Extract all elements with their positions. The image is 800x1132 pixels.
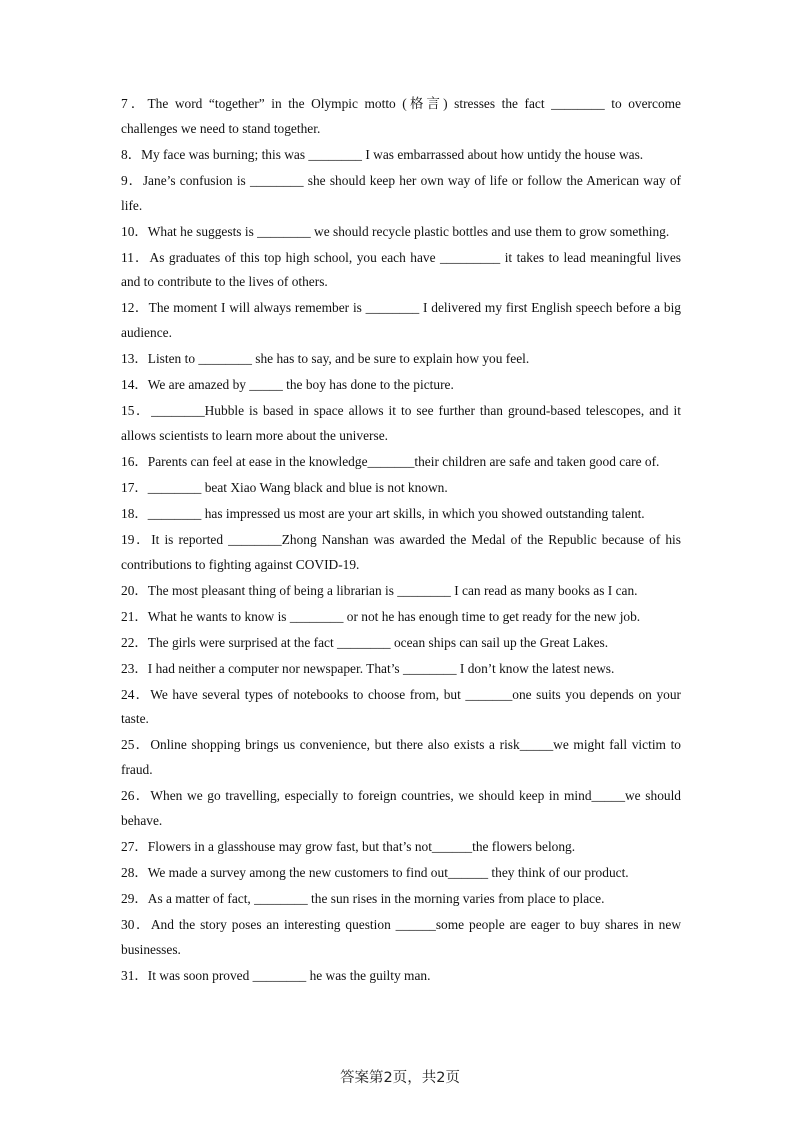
question-15: 15．________Hubble is based in space allows it to see further than ground-based telescopes, and it allows scientists to learn more about the universe. <box>121 403 681 443</box>
question-8: 8．My face was burning; this was ________ I was embarrassed about how untidy the house was. <box>121 146 644 162</box>
question-31: 31．It was soon proved ________ he was the guilty man. <box>121 967 431 983</box>
question-10: 10．What he suggests is ________ we should recycle plastic bottles and use them to grow something. <box>121 223 670 239</box>
question-16: 16．Parents can feel at ease in the knowledge_______their children are safe and taken good care of. <box>121 453 660 469</box>
question-21: 21．What he wants to know is ________ or not he has enough time to get ready for the new job. <box>121 608 641 624</box>
question-17: 17．________ beat Xiao Wang black and blue is not known. <box>121 479 448 495</box>
page-footer: 答案第2页，共2页 <box>340 1070 460 1086</box>
question-9: 9．Jane’s confusion is ________ she should keep her own way of life or follow the American way of life. <box>121 172 681 213</box>
question-11: 11．As graduates of this top high school, you each have _________ it takes to lead meaningful lives and to contribute to the lives of others. <box>121 249 681 290</box>
question-30: 30．And the story poses an interesting question ______some people are eager to buy shares in new businesses. <box>121 916 681 957</box>
question-22: 22．The girls were surprised at the fact ________ ocean ships can sail up the Great Lakes. <box>121 634 609 650</box>
question-19: 19．It is reported ________Zhong Nanshan was awarded the Medal of the Republic because of his contributions to fighting against COVID-19. <box>121 531 681 572</box>
question-24: 24．We have several types of notebooks to choose from, but _______one suits you depends on your taste. <box>121 686 681 727</box>
question-20: 20．The most pleasant thing of being a librarian is ________ I can read as many books as I can. <box>121 582 638 598</box>
question-29: 29．As a matter of fact, ________ the sun rises in the morning varies from place to place. <box>121 890 605 906</box>
question-14: 14．We are amazed by _____ the boy has done to the picture. <box>121 377 454 393</box>
question-list <box>121 92 681 990</box>
question-23: 23．I had neither a computer nor newspaper. That’s ________ I don’t know the latest news. <box>121 660 615 676</box>
question-26: 26．When we go travelling, especially to foreign countries, we should keep in mind_____we should behave. <box>121 788 681 828</box>
question-12: 12．The moment I will always remember is ________ I delivered my first English speech before a big audience. <box>121 300 681 341</box>
question-25: 25．Online shopping brings us convenience, but there also exists a risk_____we might fall victim to fraud. <box>121 737 681 778</box>
question-18: 18．________ has impressed us most are your art skills, in which you showed outstanding talent. <box>121 505 645 521</box>
question-27: 27．Flowers in a glasshouse may grow fast, but that’s not______the flowers belong. <box>121 838 576 854</box>
question-13: 13．Listen to ________ she has to say, and be sure to explain how you feel. <box>121 351 530 367</box>
question-28: 28．We made a survey among the new customers to find out______ they think of our product. <box>121 864 629 880</box>
question-7: 7．The word “together” in the Olympic motto (格言) stresses the fact ________ to overcome challenges we need to stand together. <box>121 96 681 136</box>
